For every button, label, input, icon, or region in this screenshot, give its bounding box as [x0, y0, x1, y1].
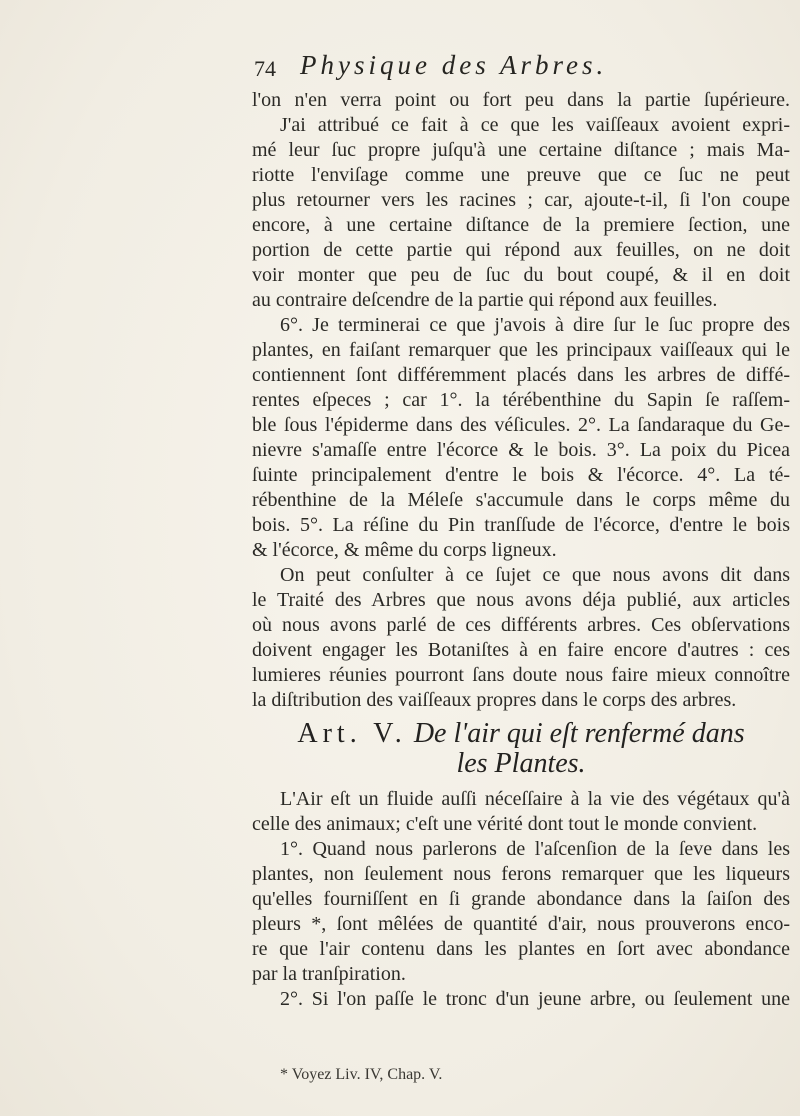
text-line: qu'elles fourniſſent en ſi grande abondance dans la ſaiſon des	[252, 888, 790, 910]
running-title	[300, 50, 800, 90]
text-line: celle des animaux; c'eſt une vérité dont tout le monde convient.	[252, 813, 758, 835]
text-line: mé leur ſuc propre juſqu'à une certaine diſtance ; mais Ma-	[252, 139, 790, 161]
paragraph-5	[252, 837, 790, 987]
text-line: plantes, non ſeulement nous ferons remarquer que les liqueurs	[252, 863, 790, 885]
paragraph-6	[252, 987, 790, 1012]
text-line: bois. 5°. La réſine du Pin tranſſude de l'écorce, d'entre le bois	[252, 514, 790, 536]
text-line: où nous avons parlé de ces différents arbres. Ces obſervations	[252, 614, 790, 636]
text-line: le Traité des Arbres que nous avons déja publié, aux articles	[252, 589, 790, 611]
article-title-part-2: les Plantes.	[456, 748, 586, 779]
text-line: nievre s'amaſſe entre l'écorce & le bois. 3°. La poix du Picea	[252, 439, 790, 461]
text-line: la diſtribution des vaiſſeaux propres dans le corps des arbres.	[252, 689, 737, 711]
text-line: l'on n'en verra point ou fort peu dans la partie ſupérieure.	[252, 89, 790, 111]
article-number: Art. V.	[297, 718, 407, 749]
page-number: 74	[254, 56, 276, 81]
body-text	[252, 88, 790, 1012]
paragraph-4	[252, 787, 790, 837]
paragraph-1	[252, 88, 790, 313]
footnote: * Voyez Liv. IV, Chap. V.	[280, 1066, 443, 1083]
text-line: par la tranſpiration.	[252, 963, 406, 985]
text-line: 2°. Si l'on paſſe le tronc d'un jeune arbre, ou ſeulement une	[280, 988, 790, 1010]
text-line: plus retourner vers les racines ; car, ajoute-t-il, ſi l'on coupe	[252, 189, 790, 211]
text-line: au contraire deſcendre de la partie qui répond aux feuilles.	[252, 289, 718, 311]
text-line: doivent engager les Botaniſtes à en faire encore d'autres : ces	[252, 639, 790, 661]
text-line: L'Air eſt un fluide auſſi néceſſaire à la vie des végétaux qu'à	[280, 788, 790, 810]
text-line: portion de cette partie qui répond aux feuilles, on ne doit	[252, 239, 790, 261]
text-line: contiennent ſont différemment placés dans les arbres de diffé-	[252, 364, 790, 386]
paragraph-3	[252, 563, 790, 713]
paragraph-2	[252, 313, 790, 563]
text-line: 1°. Quand nous parlerons de l'aſcenſion de la ſeve dans les	[280, 838, 790, 860]
running-title-text: Physique des Arbres.	[300, 50, 608, 80]
text-line: encore, à une certaine diſtance de la premiere ſection, une	[252, 214, 790, 236]
text-line: ſuinte principalement d'entre le bois & l'écorce. 4°. La té-	[252, 464, 790, 486]
text-line: pleurs *, ſont mêlées de quantité d'air, nous prouverons enco-	[252, 913, 790, 935]
text-line: plantes, en faiſant remarquer que les principaux vaiſſeaux qui le	[252, 339, 790, 361]
text-line: rébenthine de la Méleſe s'accumule dans le corps même du	[252, 489, 790, 511]
text-line: On peut conſulter à ce ſujet ce que nous avons dit dans	[280, 564, 790, 586]
text-line: J'ai attribué ce fait à ce que les vaiſſeaux avoient expri-	[280, 114, 790, 136]
text-line: 6°. Je terminerai ce que j'avois à dire ſur le ſuc propre des	[280, 314, 790, 336]
article-heading-line-1	[252, 719, 790, 749]
text-line: voir monter que peu de ſuc du bout coupé, & il en doit	[252, 264, 790, 286]
text-line: ble ſous l'épiderme dans des véſicules. 2°. La ſandaraque du Ge-	[252, 414, 790, 436]
text-line: re que l'air contenu dans les plantes en ſort avec abondance	[252, 938, 790, 960]
article-heading	[252, 719, 790, 779]
text-line: rentes eſpeces ; car 1°. la térébenthine du Sapin ſe raſſem-	[252, 389, 790, 411]
text-line: & l'écorce, & même du corps ligneux.	[252, 539, 557, 561]
text-line: riotte l'enviſage comme une preuve que ce ſuc ne peut	[252, 164, 790, 186]
article-title-part-1: De l'air qui eſt renfermé dans	[413, 718, 745, 749]
text-line: lumieres réunies pourront ſans doute nous faire mieux connoître	[252, 664, 790, 686]
